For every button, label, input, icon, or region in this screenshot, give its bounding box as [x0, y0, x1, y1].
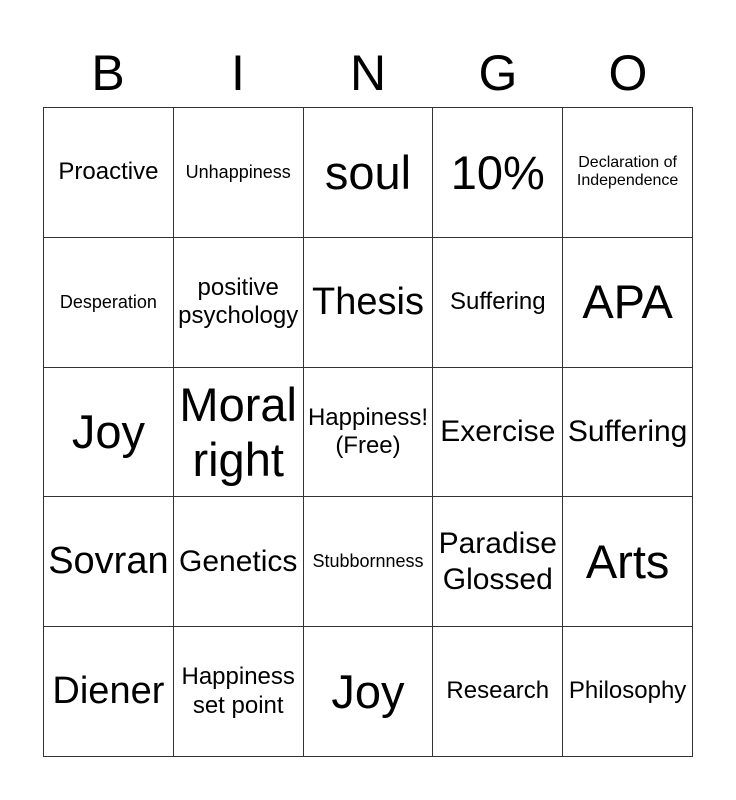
header-letter-g: G — [478, 45, 518, 101]
header-letter-b: B — [91, 45, 125, 101]
bingo-cell[interactable] — [304, 368, 434, 498]
bingo-cell[interactable] — [304, 108, 434, 238]
bingo-cell-text: Declaration of Independence — [576, 153, 679, 190]
bingo-cell-text: Genetics — [179, 545, 298, 579]
bingo-cell[interactable] — [44, 368, 174, 498]
bingo-cell-text: Diener — [52, 670, 165, 713]
bingo-cell[interactable] — [174, 368, 304, 498]
bingo-cell-text: soul — [324, 145, 412, 199]
bingo-cell-text: Exercise — [440, 415, 556, 449]
bingo-cell[interactable] — [563, 627, 693, 757]
bingo-cell[interactable] — [304, 238, 434, 368]
bingo-cell-text: Happiness set point — [181, 663, 295, 719]
bingo-cell-text: Suffering — [449, 288, 546, 316]
bingo-cell[interactable] — [433, 238, 563, 368]
bingo-cell-text: Joy — [331, 664, 405, 718]
bingo-cell[interactable] — [44, 497, 174, 627]
bingo-cell-text: Research — [446, 677, 550, 705]
bingo-card-grid — [43, 107, 693, 757]
bingo-cell-text: Sovran — [48, 540, 169, 583]
bingo-cell[interactable] — [563, 368, 693, 498]
bingo-cell[interactable] — [44, 108, 174, 238]
bingo-cell[interactable] — [433, 497, 563, 627]
bingo-cell[interactable] — [174, 497, 304, 627]
bingo-cell-text: Philosophy — [568, 677, 687, 705]
bingo-cell[interactable] — [174, 627, 304, 757]
bingo-cell[interactable] — [563, 497, 693, 627]
header-letter-o: O — [608, 45, 648, 101]
bingo-cell-text: positive psychology — [178, 273, 299, 330]
bingo-cell[interactable] — [44, 627, 174, 757]
bingo-cell-text: Unhappiness — [185, 161, 291, 182]
bingo-cell-text: Stubbornness — [312, 551, 424, 572]
bingo-cell-text: Proactive — [58, 158, 159, 186]
bingo-cell-text: Joy — [71, 405, 145, 459]
bingo-cell[interactable] — [433, 627, 563, 757]
bingo-cell[interactable] — [304, 627, 434, 757]
bingo-cell[interactable] — [433, 108, 563, 238]
bingo-cell[interactable] — [563, 108, 693, 238]
header-letter-n: N — [349, 45, 387, 101]
bingo-cell-text: APA — [582, 275, 673, 329]
bingo-cell-text: Suffering — [567, 415, 688, 449]
bingo-cell[interactable] — [44, 238, 174, 368]
bingo-cell-text: Moral right — [179, 377, 297, 486]
bingo-cell-text: Arts — [585, 535, 670, 589]
bingo-cell[interactable] — [304, 497, 434, 627]
bingo-cell-text: Happiness! (Free) — [307, 403, 429, 459]
bingo-cell[interactable] — [174, 108, 304, 238]
bingo-cell-text: Desperation — [59, 291, 157, 312]
bingo-cell[interactable] — [563, 238, 693, 368]
bingo-cell-text: Paradise Glossed — [438, 527, 557, 596]
header-letter-i: I — [231, 45, 245, 101]
bingo-cell-text: Thesis — [312, 280, 424, 323]
bingo-cell[interactable] — [174, 238, 304, 368]
bingo-header — [43, 40, 693, 106]
bingo-cell[interactable] — [433, 368, 563, 498]
bingo-cell-text: 10% — [450, 145, 545, 199]
